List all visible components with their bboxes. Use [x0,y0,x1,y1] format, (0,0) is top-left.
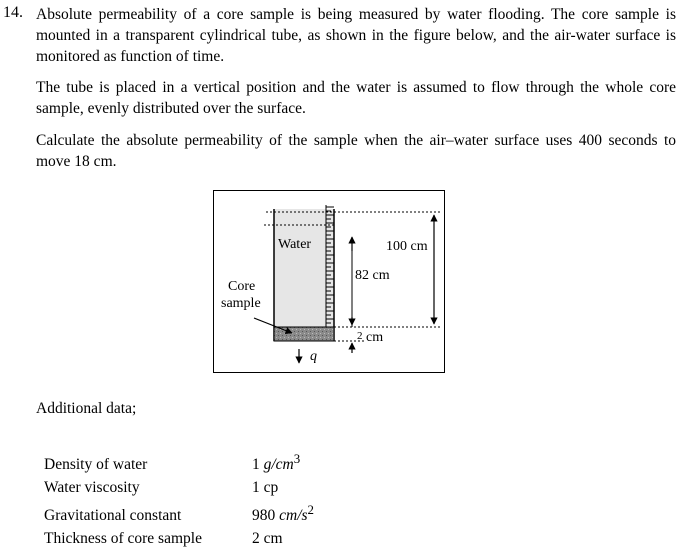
height-100-label: 100 cm [386,239,428,254]
additional-data-table [44,448,314,550]
problem-paragraph-2: The tube is placed in a vertical position and the water is assumed to flow through the whole core sample, evenly distributed over the surface. [36,79,676,117]
data-value: 980 $cm/s^2$ [252,502,314,525]
gap-label: cm [366,330,384,345]
water-label: Water [278,237,312,252]
data-label: Density of water [44,456,148,474]
data-row [44,477,314,500]
data-value: 1 cp [252,478,279,496]
problem-number: 14. [3,4,23,21]
data-label: Gravitational constant [44,507,182,525]
apparatus-figure [213,190,445,373]
additional-data-heading: Additional data; [36,400,137,417]
water-column [274,209,334,327]
problem-paragraph-3: Calculate the absolute permeability of the sample when the air–water surface uses 400 seconds to move 18 cm. [36,132,676,170]
data-value: 2 cm [252,529,283,547]
flow-label: q [310,349,317,364]
core-label-line2: sample [221,296,261,311]
data-value: 1 $g/cm^3$ [252,451,301,474]
core-label-line1: Core [228,279,256,294]
data-row [44,448,314,477]
data-row [44,499,314,528]
height-82-label: 82 cm [355,268,390,283]
problem-paragraph-1: Absolute permeability of a core sample is being measured by water flooding. The core sample is mounted in a transparent cylindrical tube, as shown in the figure below, and the air-water surface is monitored as function of time. [36,6,676,65]
gap-digit-label: 2 [357,330,363,342]
data-label: Thickness of core sample [44,529,202,547]
data-label: Water viscosity [44,478,140,496]
